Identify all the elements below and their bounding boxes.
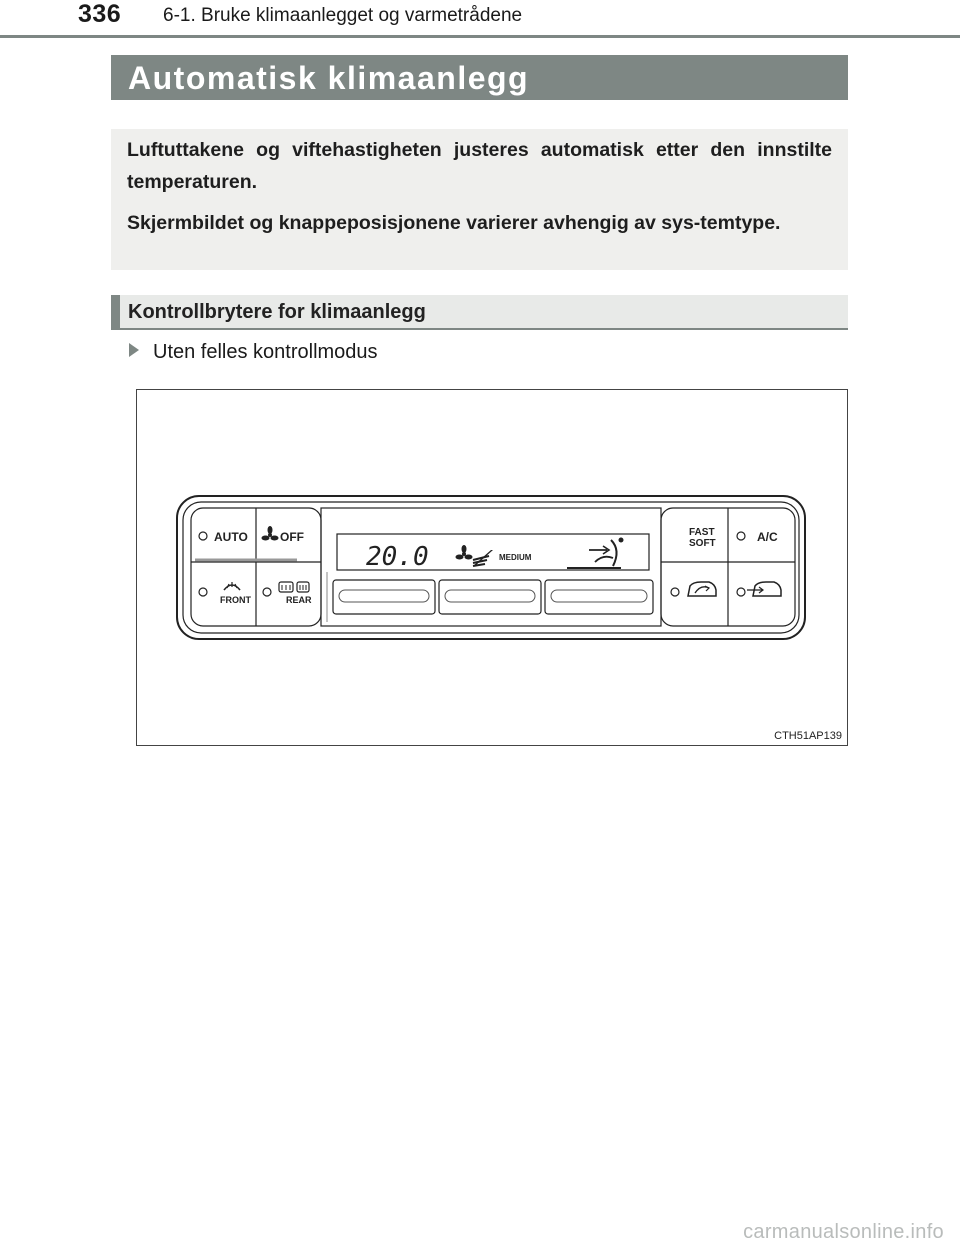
chapter-title: 6-1. Bruke klimaanlegget og varmetrådene	[163, 5, 523, 26]
display-fan-level: MEDIUM	[499, 553, 532, 562]
auto-button[interactable]: AUTO	[214, 530, 248, 544]
climate-panel-figure	[136, 389, 848, 746]
page-number: 336	[78, 0, 122, 28]
ac-button[interactable]: A/C	[757, 530, 778, 544]
section-banner	[111, 55, 848, 100]
front-defrost-button[interactable]: FRONT	[220, 595, 251, 605]
soft-label: SOFT	[689, 538, 716, 549]
rear-defrost-button[interactable]: REAR	[286, 595, 312, 605]
figure-code: CTH51AP139	[774, 730, 842, 742]
bullet-text: Uten felles kontrollmodus	[153, 341, 378, 363]
display-temperature: 20.0	[366, 542, 429, 572]
fan-off-button[interactable]: OFF	[280, 530, 304, 544]
intro-paragraph-1: Luftuttakene og viftehastigheten justeres automatisk etter den innstilte temperaturen.	[127, 139, 832, 193]
section-title: Automatisk klimaanlegg	[128, 60, 530, 96]
subsection-banner	[111, 295, 848, 330]
intro-paragraph-2: Skjermbildet og knappeposisjonene varierer avhengig av sys-temtype.	[127, 212, 781, 234]
triangle-bullet-icon	[129, 343, 139, 357]
subsection-accent-bar	[111, 295, 120, 330]
footer-watermark: carmanualsonline.info	[743, 1221, 944, 1243]
header-rule	[0, 35, 960, 38]
subsection-title: Kontrollbrytere for klimaanlegg	[128, 301, 426, 323]
bullet-item	[129, 341, 378, 364]
intro-box	[111, 129, 848, 270]
climate-panel-illustration	[137, 390, 847, 745]
fast-label: FAST	[689, 527, 715, 538]
